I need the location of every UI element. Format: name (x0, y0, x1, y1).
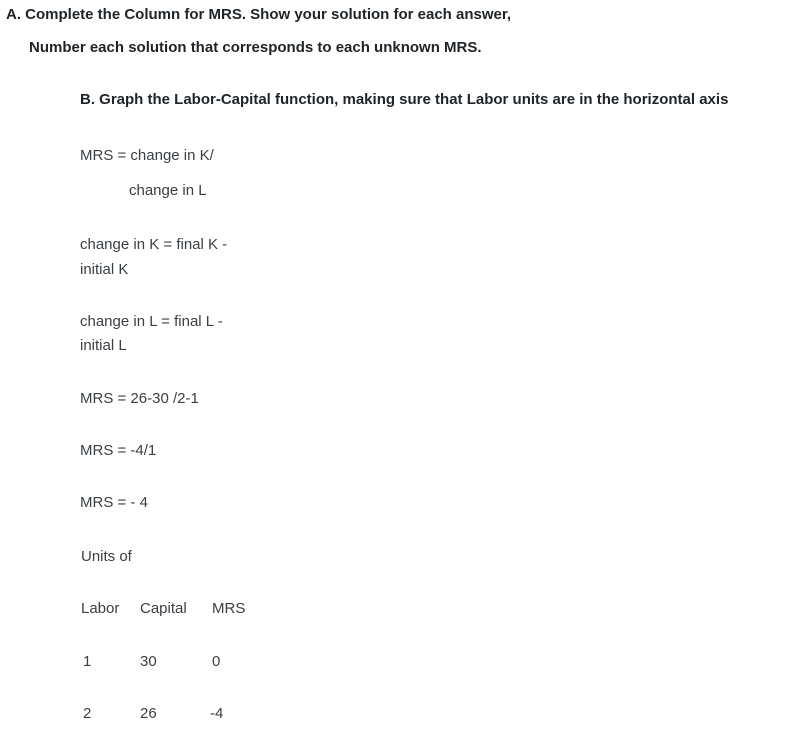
change-in-l-definition-line-2: initial L (80, 337, 127, 354)
table-cell-mrs: 0 (212, 653, 221, 670)
table-cell-labor: 2 (83, 705, 92, 722)
solution-step-1: MRS = 26-30 /2-1 (80, 390, 199, 407)
change-in-k-definition-line-2: initial K (80, 261, 129, 278)
mrs-definition-line-1: MRS = change in K/ (80, 147, 214, 164)
mrs-definition-line-2: change in L (129, 182, 207, 199)
table-cell-labor: 1 (83, 653, 92, 670)
table-header-labor: Labor (81, 600, 120, 617)
instruction-b: B. Graph the Labor-Capital function, making sure that Labor units are in the horizontal axis (80, 91, 729, 108)
table-header-capital: Capital (140, 600, 187, 617)
change-in-k-definition-line-1: change in K = final K - (80, 236, 228, 253)
solution-step-2: MRS = -4/1 (80, 442, 157, 459)
solution-step-3: MRS = - 4 (80, 494, 148, 511)
table-caption: Units of (81, 548, 132, 565)
table-cell-capital: 30 (140, 653, 157, 670)
table-cell-mrs: -4 (210, 705, 224, 722)
instruction-a-line-2: Number each solution that corresponds to each unknown MRS. (29, 39, 482, 56)
table-cell-capital: 26 (140, 705, 157, 722)
change-in-l-definition-line-1: change in L = final L - (80, 313, 223, 330)
instruction-a-line-1: A. Complete the Column for MRS. Show your solution for each answer, (6, 6, 512, 23)
table-header-mrs: MRS (212, 600, 246, 617)
